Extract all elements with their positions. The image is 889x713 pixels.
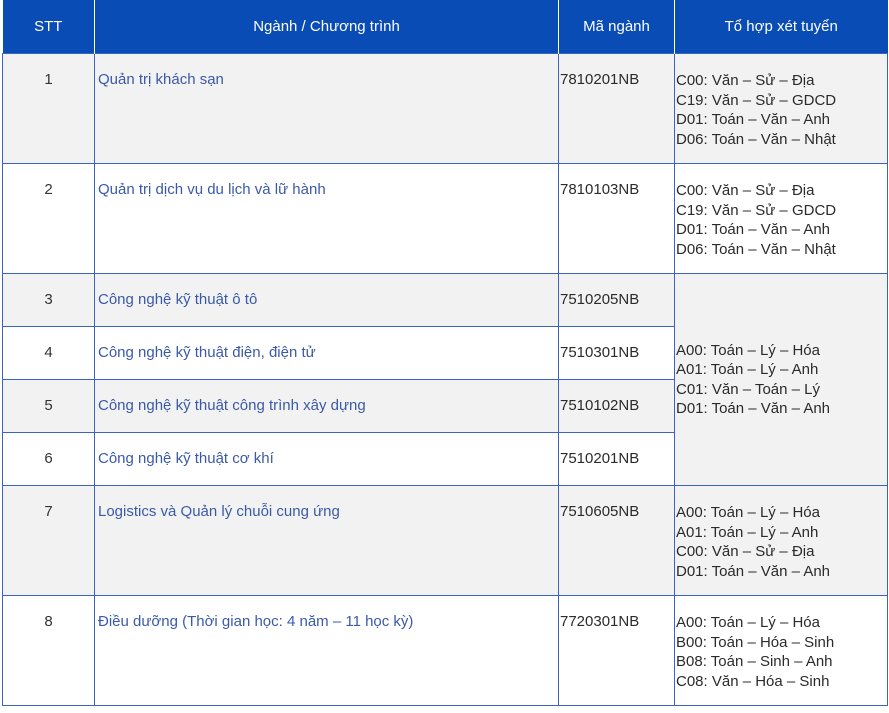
row-stt: 5 xyxy=(3,380,95,433)
row-program: Quản trị khách sạn xyxy=(95,54,559,164)
header-row xyxy=(3,0,888,54)
combo-line: C19: Văn – Sử – GDCD xyxy=(676,201,837,219)
row-stt: 7 xyxy=(3,486,95,596)
row-combinations xyxy=(675,486,888,596)
row-code: 7510605NB xyxy=(559,486,675,596)
row-program: Công nghệ kỹ thuật công trình xây dựng xyxy=(95,380,559,433)
combo-line: C00: Văn – Sử – Địa xyxy=(676,72,815,89)
combo-line: D06: Toán – Văn – Nhật xyxy=(676,130,836,148)
table-row xyxy=(3,486,888,596)
combo-line: C00: Văn – Sử – Địa xyxy=(676,543,815,560)
row-code: 7510201NB xyxy=(559,433,675,486)
header-stt: STT xyxy=(3,0,95,54)
combo-line: A00: Toán – Lý – Hóa xyxy=(676,614,820,631)
table-row xyxy=(3,596,888,706)
combo-line: A00: Toán – Lý – Hóa xyxy=(676,504,820,521)
header-code: Mã ngành xyxy=(559,0,675,54)
combo-line: D01: Toán – Văn – Anh xyxy=(676,221,831,238)
row-program: Công nghệ kỹ thuật ô tô xyxy=(95,274,559,327)
row-program: Điều dưỡng (Thời gian học: 4 năm – 11 học kỳ) xyxy=(95,596,559,706)
row-stt: 1 xyxy=(3,54,95,164)
row-code: 7810103NB xyxy=(559,164,675,274)
combo-line: D01: Toán – Văn – Anh xyxy=(676,562,831,580)
combo-line: A01: Toán – Lý – Anh xyxy=(676,361,819,378)
combo-line: A01: Toán – Lý – Anh xyxy=(676,523,819,541)
row-stt: 6 xyxy=(3,433,95,486)
table-row xyxy=(3,54,888,164)
row-stt: 3 xyxy=(3,274,95,327)
table-row xyxy=(3,164,888,274)
row-combinations xyxy=(675,596,888,706)
row-stt: 2 xyxy=(3,164,95,274)
combo-line: B00: Toán – Hóa – Sinh xyxy=(676,633,835,651)
row-program: Công nghệ kỹ thuật điện, điện tử xyxy=(95,327,559,380)
combo-line: A00: Toán – Lý – Hóa xyxy=(676,341,820,359)
row-code: 7810201NB xyxy=(559,54,675,164)
row-combinations xyxy=(675,164,888,274)
row-program: Logistics và Quản lý chuỗi cung ứng xyxy=(95,486,559,596)
row-code: 7510205NB xyxy=(559,274,675,327)
row-stt: 8 xyxy=(3,596,95,706)
row-combinations xyxy=(675,54,888,164)
combo-line: D01: Toán – Văn – Anh xyxy=(676,111,831,128)
row-code: 7510301NB xyxy=(559,327,675,380)
combo-line: D01: Toán – Văn – Anh xyxy=(676,400,831,417)
admission-table xyxy=(2,0,888,706)
combo-line: C00: Văn – Sử – Địa xyxy=(676,182,815,199)
merged-combinations xyxy=(675,274,888,486)
combo-line: B08: Toán – Sinh – Anh xyxy=(676,653,833,670)
table-row xyxy=(3,274,888,327)
combo-line: C08: Văn – Hóa – Sinh xyxy=(676,672,830,690)
header-combination: Tổ hợp xét tuyển xyxy=(675,0,888,54)
combo-line: C01: Văn – Toán – Lý xyxy=(676,380,820,398)
combo-line: C19: Văn – Sử – GDCD xyxy=(676,91,837,109)
row-program: Quản trị dịch vụ du lịch và lữ hành xyxy=(95,164,559,274)
row-program: Công nghệ kỹ thuật cơ khí xyxy=(95,433,559,486)
combo-line: D06: Toán – Văn – Nhật xyxy=(676,240,836,258)
row-code: 7510102NB xyxy=(559,380,675,433)
row-code: 7720301NB xyxy=(559,596,675,706)
row-stt: 4 xyxy=(3,327,95,380)
header-program: Ngành / Chương trình xyxy=(95,0,559,54)
